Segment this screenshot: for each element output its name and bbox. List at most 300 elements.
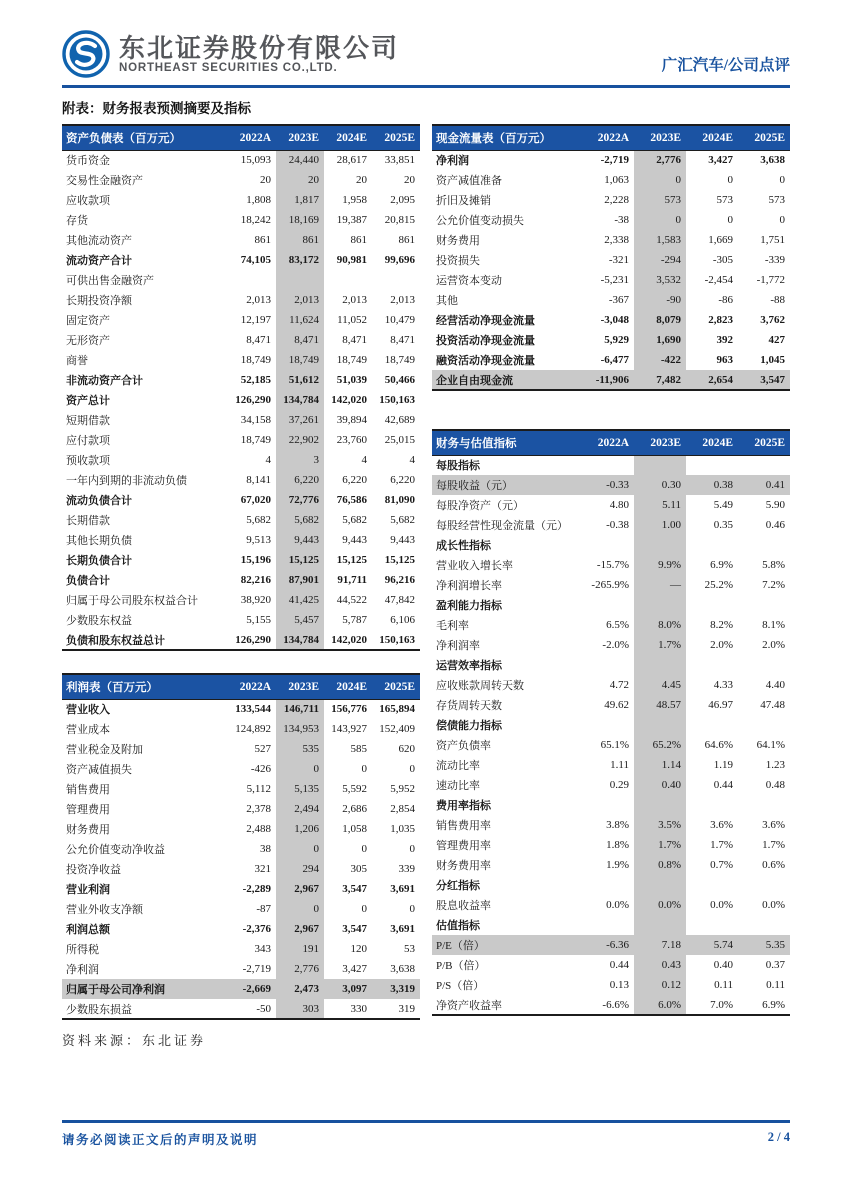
cell-value: 146,711: [276, 699, 324, 719]
cell-value: 3,762: [760, 314, 785, 326]
cell-value: 3,532: [634, 270, 686, 290]
cell-value: 2,378: [246, 803, 271, 815]
cell-value: 1.11: [610, 759, 629, 771]
cell-value: 6,220: [390, 474, 415, 486]
cell-value: 4.33: [713, 679, 733, 691]
column-header: 2024E: [324, 674, 372, 699]
table-row: [62, 899, 420, 919]
cell-value: -2,669: [228, 979, 276, 999]
cell-value: 5,682: [390, 514, 415, 526]
cell-value: 3,691: [390, 883, 415, 895]
cell-value: 1,583: [634, 230, 686, 250]
cell-value: 0: [276, 839, 324, 859]
cell-value: 38: [260, 843, 271, 855]
table-header-row: [62, 674, 420, 699]
cell-value: 18,749: [276, 350, 324, 370]
cell-value: 0: [361, 843, 367, 855]
column-header: 2023E: [634, 430, 686, 455]
table-row: [62, 590, 420, 610]
cell-value: 2,013: [390, 294, 415, 306]
row-label: 净资产收益率: [436, 999, 502, 1012]
cell-value: 1.19: [713, 759, 733, 771]
cell-value: 152,409: [379, 723, 415, 735]
column-header: 2023E: [634, 125, 686, 150]
row-label: 其他流动资产: [66, 235, 132, 247]
cell-value: 8.1%: [762, 619, 785, 631]
cell-value: [634, 455, 686, 475]
row-label: 资产减值准备: [436, 175, 502, 187]
cell-value: 1,958: [342, 194, 367, 206]
cell-value: -2,289: [242, 883, 271, 895]
cell-value: [228, 270, 276, 290]
row-label: 营业收入: [66, 704, 110, 717]
table-row: [432, 875, 790, 895]
row-label: 固定资产: [66, 315, 110, 327]
cell-value: 15,125: [384, 554, 415, 566]
cell-value: 1,035: [390, 823, 415, 835]
row-label: 公允价值变动损失: [436, 215, 524, 227]
balance-sheet-grid: [62, 124, 420, 651]
cell-value: 47,842: [384, 594, 415, 606]
cell-value: 34,158: [240, 414, 271, 426]
cell-value: [686, 715, 738, 735]
cell-value: -2.0%: [602, 639, 629, 651]
cell-value: 3,427: [342, 963, 367, 975]
cell-value: 2,854: [390, 803, 415, 815]
cell-value: —: [634, 575, 686, 595]
cell-value: 3.6%: [762, 819, 785, 831]
tables-area: [62, 124, 790, 1049]
cell-value: 91,711: [337, 574, 367, 586]
cell-value: 0: [361, 763, 367, 775]
table-row: [62, 719, 420, 739]
cell-value: 5,787: [342, 614, 367, 626]
footer-disclaimer: 请务必阅读正文后的声明及说明: [62, 1132, 259, 1147]
cell-value: 0.40: [713, 959, 733, 971]
table-row: [432, 715, 790, 735]
cell-value: -367: [608, 294, 629, 306]
table-row: [432, 635, 790, 655]
row-label: 应收款项: [66, 195, 110, 207]
cell-value: 573: [768, 194, 785, 206]
cell-value: [582, 655, 634, 675]
cell-value: -305: [712, 254, 733, 266]
table-row: [432, 310, 790, 330]
cell-value: 49.62: [604, 699, 629, 711]
cell-value: 5,682: [342, 514, 367, 526]
cell-value: 8,471: [390, 334, 415, 346]
cell-value: 15,093: [240, 154, 271, 167]
table-row: [62, 699, 420, 719]
table-row: [62, 270, 420, 290]
table-row: [432, 190, 790, 210]
cell-value: -1,772: [756, 274, 785, 286]
row-label: 每股收益（元）: [432, 475, 582, 495]
cell-value: 67,020: [240, 494, 271, 506]
cell-value: 18,749: [384, 354, 415, 366]
cell-value: 38,920: [240, 594, 271, 606]
cell-value: 2,823: [708, 314, 733, 326]
cell-value: 6,220: [342, 474, 367, 486]
cell-value: 0.13: [609, 979, 629, 991]
cell-value: [634, 535, 686, 555]
table-row: [432, 595, 790, 615]
cell-value: -422: [634, 350, 686, 370]
table-row: [62, 879, 420, 899]
cell-value: 5,457: [276, 610, 324, 630]
cell-value: 5,592: [342, 783, 367, 795]
row-label: 运营资本变动: [436, 275, 502, 287]
cell-value: 0: [409, 763, 415, 775]
cell-value: 20: [404, 174, 415, 186]
table-row: [432, 575, 790, 595]
cell-value: [686, 915, 738, 935]
cell-value: 2,967: [276, 879, 324, 899]
cell-value: 5,929: [604, 334, 629, 346]
cell-value: 3,638: [760, 154, 785, 167]
table-row: [62, 919, 420, 939]
table-row: [62, 450, 420, 470]
cell-value: [634, 795, 686, 815]
table-row: [62, 819, 420, 839]
cell-value: 1.23: [765, 759, 785, 771]
cell-value: [738, 715, 790, 735]
cell-value: -265.9%: [591, 579, 629, 591]
cell-value: 150,163: [379, 394, 415, 406]
cell-value: -0.33: [582, 475, 634, 495]
cell-value: -2,719: [242, 963, 271, 975]
cell-value: 20: [356, 174, 367, 186]
table-row: [62, 290, 420, 310]
cell-value: 65.2%: [634, 735, 686, 755]
cell-value: 124,892: [235, 723, 271, 735]
row-label: 偿债能力指标: [436, 720, 502, 732]
cell-value: 0.46: [765, 519, 785, 531]
cell-value: 1.9%: [606, 859, 629, 871]
cell-value: 5,135: [276, 779, 324, 799]
cell-value: 143,927: [331, 723, 367, 735]
cell-value: 0: [727, 174, 733, 186]
cell-value: [634, 875, 686, 895]
row-label: 流动比率: [436, 760, 480, 772]
cell-value: 2,776: [276, 959, 324, 979]
row-label: 股息收益率: [436, 900, 491, 912]
cell-value: 18,749: [240, 434, 271, 446]
cell-value: -15.7%: [596, 559, 629, 571]
report-tag: 广汇汽车/公司点评: [661, 57, 790, 74]
cell-value: 5.11: [634, 495, 686, 515]
cell-value: 2,338: [604, 234, 629, 246]
row-label: 经营活动净现金流量: [436, 315, 535, 327]
cell-value: 15,125: [276, 550, 324, 570]
cell-value: -11,906: [582, 370, 634, 390]
cell-value: 1,669: [708, 234, 733, 246]
row-label: 费用率指标: [436, 800, 491, 812]
row-label: 其他长期负债: [66, 535, 132, 547]
cell-value: 64.1%: [756, 739, 785, 751]
cell-value: 15,125: [336, 554, 367, 566]
row-label: 少数股东损益: [66, 1003, 132, 1016]
cell-value: 2,967: [276, 919, 324, 939]
cell-value: 2,494: [276, 799, 324, 819]
section-title: 附表：财务报表预测摘要及指标: [62, 101, 251, 116]
cell-value: [324, 270, 372, 290]
cell-value: [634, 655, 686, 675]
cell-value: 7.0%: [710, 998, 733, 1011]
cell-value: 51,612: [276, 370, 324, 390]
cell-value: 0.6%: [762, 859, 785, 871]
page-footer: [62, 1120, 790, 1148]
cell-value: 339: [398, 863, 415, 875]
table-row: [62, 999, 420, 1019]
metrics-grid: [432, 429, 790, 1016]
row-label: 归属于母公司股东权益合计: [66, 595, 198, 607]
row-label: 应付款项: [66, 435, 110, 447]
page-number: 2 / 4: [767, 1129, 790, 1144]
table-row: [432, 330, 790, 350]
row-label: 负债和股东权益总计: [66, 634, 165, 647]
cell-value: 1,058: [342, 823, 367, 835]
row-label: 其他: [436, 295, 458, 307]
row-label: 长期负债合计: [66, 555, 132, 567]
table-row: [432, 815, 790, 835]
cell-value: 343: [254, 943, 271, 955]
cell-value: 18,749: [240, 354, 271, 366]
row-label: 少数股东权益: [66, 615, 132, 627]
cell-value: 0: [634, 170, 686, 190]
cell-value: 527: [254, 743, 271, 755]
cell-value: 72,776: [276, 490, 324, 510]
cell-value: 9.9%: [634, 555, 686, 575]
cell-value: [686, 535, 738, 555]
cell-value: [738, 915, 790, 935]
cell-value: 294: [276, 859, 324, 879]
column-header: 2025E: [372, 125, 420, 150]
cell-value: 1.7%: [762, 839, 785, 851]
table-row: [62, 310, 420, 330]
column-header: 2025E: [738, 125, 790, 150]
cell-value: 3.5%: [634, 815, 686, 835]
cell-value: 5,682: [246, 514, 271, 526]
row-label: 营业外收支净额: [66, 904, 143, 916]
cell-value: 0.29: [609, 779, 629, 791]
cell-value: 0.11: [766, 979, 785, 991]
cell-value: 2,095: [390, 194, 415, 206]
row-label: 毛利率: [436, 620, 469, 632]
row-label: 每股经营性现金流量（元）: [436, 520, 568, 532]
cell-value: 5.35: [738, 935, 790, 955]
cell-value: [686, 455, 738, 475]
cell-value: 25.2%: [704, 579, 733, 591]
table-title: 现金流量表（百万元）: [432, 125, 582, 150]
row-label: 利润总额: [66, 924, 110, 936]
cell-value: 3: [276, 450, 324, 470]
cell-value: 24,440: [276, 150, 324, 170]
cell-value: 0.8%: [634, 855, 686, 875]
cell-value: 1.00: [634, 515, 686, 535]
cell-value: 82,216: [240, 574, 271, 586]
brand: [62, 30, 399, 78]
cell-value: -6,477: [600, 354, 629, 366]
row-label: 可供出售金融资产: [66, 275, 154, 287]
table-title: 资产负债表（百万元）: [62, 125, 228, 150]
cell-value: -86: [718, 294, 733, 306]
cell-value: [582, 595, 634, 615]
cell-value: 321: [254, 863, 271, 875]
cell-value: 3.6%: [710, 819, 733, 831]
table-row: [432, 735, 790, 755]
row-label: 存货周转天数: [436, 700, 502, 712]
brand-text: [119, 34, 399, 75]
column-header: 2023E: [276, 125, 324, 150]
cell-value: 81,090: [384, 494, 415, 506]
cell-value: 76,586: [336, 494, 367, 506]
brand-name-en: NORTHEAST SECURITIES CO.,LTD.: [119, 62, 338, 75]
cell-value: -87: [256, 903, 271, 915]
cell-value: 8,079: [634, 310, 686, 330]
cell-value: 133,544: [235, 703, 271, 716]
row-label: 存货: [66, 215, 88, 227]
cell-value: 427: [768, 334, 785, 346]
cell-value: 47.48: [760, 699, 785, 711]
cell-value: 191: [276, 939, 324, 959]
table-row: [62, 570, 420, 590]
row-label: 资产减值损失: [66, 764, 132, 776]
cell-value: 5.49: [713, 499, 733, 511]
cell-value: 134,784: [276, 630, 324, 650]
cell-value: 8,471: [276, 330, 324, 350]
cell-value: 23,760: [336, 434, 367, 446]
cell-value: 28,617: [336, 154, 367, 167]
cell-value: -90: [634, 290, 686, 310]
cell-value: 8,471: [342, 334, 367, 346]
cell-value: 8.2%: [710, 619, 733, 631]
cell-value: 319: [398, 1002, 415, 1015]
table-row: [432, 170, 790, 190]
cell-value: 6.9%: [762, 998, 785, 1011]
row-label: 每股指标: [436, 460, 480, 473]
cell-value: 165,894: [379, 703, 415, 716]
cell-value: 50,466: [384, 374, 415, 386]
table-row: [62, 390, 420, 410]
table-row: [432, 150, 790, 170]
row-label: 投资净收益: [66, 864, 121, 876]
cell-value: -6.36: [582, 935, 634, 955]
table-row: [432, 535, 790, 555]
row-label: 财务费用: [66, 824, 110, 836]
cell-value: [276, 270, 324, 290]
cell-value: [634, 915, 686, 935]
cell-value: 2,013: [342, 294, 367, 306]
cell-value: 126,290: [235, 394, 271, 406]
cell-value: 2,776: [634, 150, 686, 170]
cell-value: 0.44: [609, 959, 629, 971]
cell-value: 5,682: [276, 510, 324, 530]
cell-value: 6,220: [276, 470, 324, 490]
cell-value: 0.12: [634, 975, 686, 995]
row-label: 融资活动净现金流量: [436, 355, 535, 367]
table-row: [62, 799, 420, 819]
row-label: 销售费用率: [436, 820, 491, 832]
cell-value: 0.41: [738, 475, 790, 495]
cell-value: 4.80: [609, 499, 629, 511]
cell-value: 8,471: [246, 334, 271, 346]
cell-value: -3,048: [600, 314, 629, 326]
cell-value: 1.8%: [606, 839, 629, 851]
table-row: [62, 490, 420, 510]
cell-value: [738, 535, 790, 555]
cell-value: 3,319: [372, 979, 420, 999]
cell-value: 0.7%: [710, 859, 733, 871]
cell-value: 46.97: [708, 699, 733, 711]
cell-value: 0: [276, 759, 324, 779]
cell-value: 1,808: [246, 194, 271, 206]
column-header: 2022A: [228, 674, 276, 699]
table-header-row: [432, 430, 790, 455]
row-label: 商誉: [66, 355, 88, 367]
row-label: 营业税金及附加: [66, 744, 143, 756]
table-row: [432, 955, 790, 975]
cell-value: -426: [250, 763, 271, 775]
cell-value: [582, 535, 634, 555]
row-label: 非流动资产合计: [66, 375, 143, 387]
cell-value: 18,242: [240, 214, 271, 226]
cell-value: [686, 875, 738, 895]
table-row: [62, 410, 420, 430]
cell-value: 3,691: [390, 923, 415, 935]
cell-value: 5.74: [686, 935, 738, 955]
cell-value: 134,953: [276, 719, 324, 739]
table-row: [432, 290, 790, 310]
row-label: 资产总计: [66, 395, 110, 407]
row-label: 长期投资净额: [66, 295, 132, 307]
column-header: 2024E: [324, 125, 372, 150]
cell-value: [582, 715, 634, 735]
table-row: [432, 270, 790, 290]
cell-value: 1,206: [276, 819, 324, 839]
cell-value: 6.5%: [606, 619, 629, 631]
cell-value: 7.2%: [762, 579, 785, 591]
table-row: [432, 455, 790, 475]
cell-value: 1,817: [276, 190, 324, 210]
cell-value: 8.0%: [634, 615, 686, 635]
row-label: 营业成本: [66, 724, 110, 736]
page-header: [0, 0, 849, 85]
table-row: [432, 555, 790, 575]
table-row: [62, 370, 420, 390]
row-label: 管理费用: [66, 804, 110, 816]
row-label: 分红指标: [436, 880, 480, 892]
cell-value: 18,749: [336, 354, 367, 366]
table-row: [432, 995, 790, 1015]
cell-value: 12,197: [240, 314, 271, 326]
row-label: 预收款项: [66, 455, 110, 467]
cell-value: 11,052: [337, 314, 367, 326]
row-label: 公允价值变动净收益: [66, 844, 165, 856]
table-row: [432, 655, 790, 675]
cell-value: 0.38: [686, 475, 738, 495]
cell-value: 3,097: [324, 979, 372, 999]
balance-sheet-table: [62, 124, 420, 651]
row-label: 交易性金融资产: [66, 175, 143, 187]
cell-value: 33,851: [384, 154, 415, 167]
right-column: [432, 124, 790, 1016]
cell-value: 0.44: [713, 779, 733, 791]
row-label: 所得税: [66, 944, 99, 956]
table-row: [432, 775, 790, 795]
column-header: 2022A: [228, 125, 276, 150]
table-row: [62, 250, 420, 270]
